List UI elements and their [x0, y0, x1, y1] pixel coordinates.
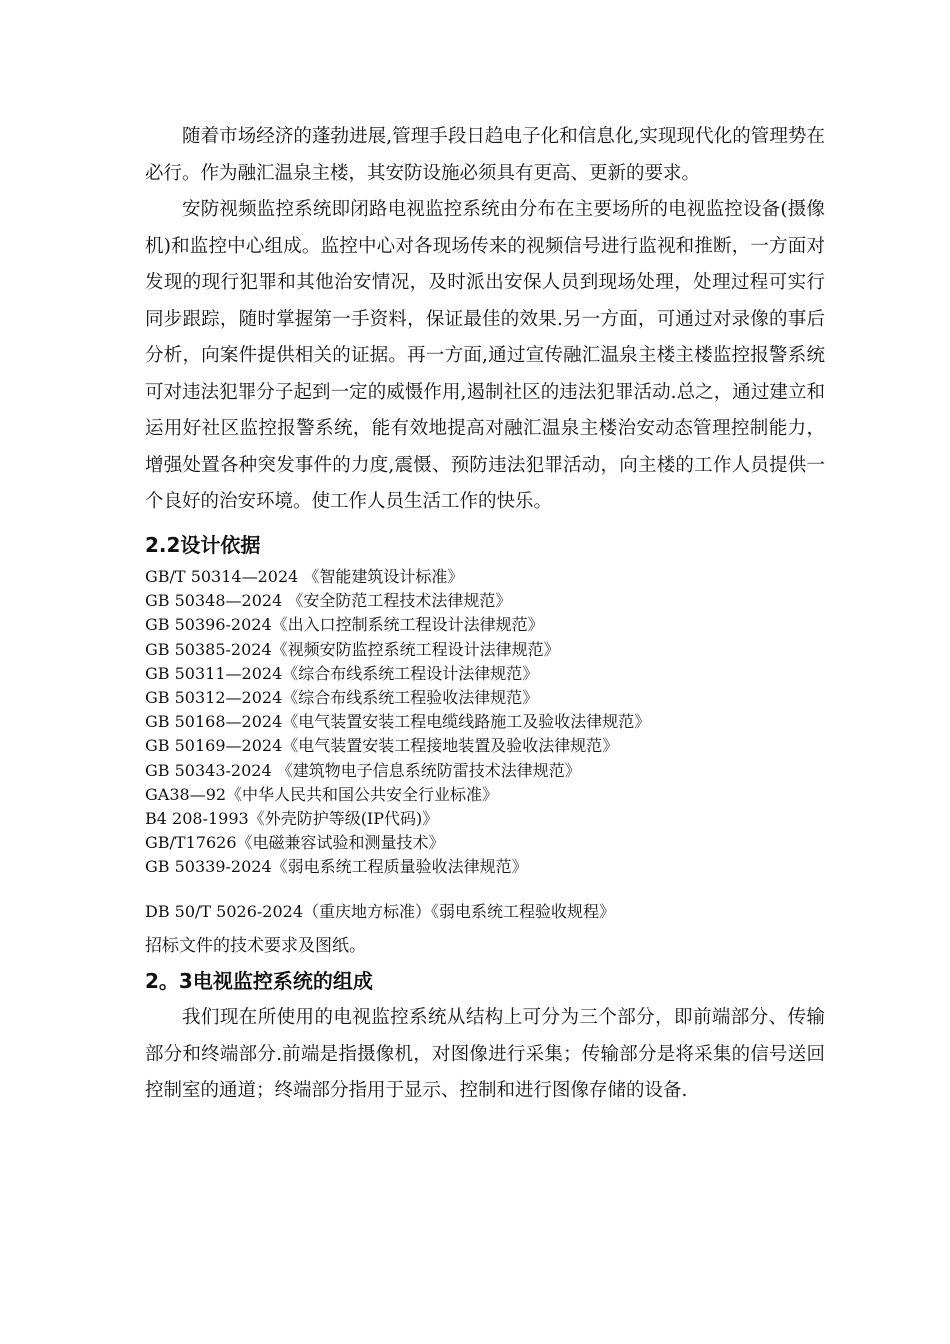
section-heading-design-basis: 2.2设计依据	[145, 533, 261, 557]
reference-item: B4 208-1993《外壳防护等级(IP代码)》	[145, 809, 439, 829]
tender-documents-note: 招标文件的技术要求及图纸。	[145, 936, 366, 956]
reference-item: GB/T17626《电磁兼容试验和测量技术》	[145, 833, 445, 853]
reference-item: GA38—92《中华人民共和国公共安全行业标准》	[145, 784, 499, 804]
reference-item: GB 50312—2024《综合布线系统工程验收法律规范》	[145, 688, 539, 708]
reference-item: GB 50311—2024《综合布线系统工程设计法律规范》	[145, 663, 539, 683]
reference-item: GB 50385-2024《视频安防监控系统工程设计法律规范》	[145, 639, 560, 659]
reference-item: GB 50396-2024《出入口控制系统工程设计法律规范》	[145, 615, 544, 635]
reference-item: GB 50339-2024《弱电系统工程质量验收法律规范》	[145, 857, 528, 877]
reference-item-local-standard: DB 50/T 5026-2024（重庆地方标准）《弱电系统工程验收规程》	[145, 902, 616, 921]
reference-item: GB 50168—2024《电气装置安装工程电缆线路施工及验收法律规范》	[145, 712, 651, 732]
reference-item: GB 50348—2024 《安全防范工程技术法律规范》	[145, 591, 512, 611]
reference-item: GB 50343-2024 《建筑物电子信息系统防雷技术法律规范》	[145, 760, 581, 780]
intro-paragraph-2: 安防视频监控系统即闭路电视监控系统由分布在主要场所的电视监控设备(摄像机)和监控中心组成。监控中心对各现场传来的视频信号进行监视和推断，一方面对发现的现行犯罪和其他治安情况，及时派出安保人员到现场处理，处理过程可实行同步跟踪，随时掌握第一手资料，保证最佳的效果.另一方面，可通过对录像的事后分析，向案件提供相关的证据。再一方面,通过宣传融汇温泉主楼主楼监控报警系统可对违法犯罪分子起到一定的威慑作用,遏制社区的违法犯罪活动.总之，通过建立和运用好社区监控报警系统，能有效地提高对融汇温泉主楼治安动态管理控制能力，增强处置各种突发事件的力度,震慑、预防违法犯罪活动，向主楼的工作人员提供一个良好的治安环境。使工作人员生活工作的快乐。	[145, 199, 825, 512]
composition-paragraph: 我们现在所使用的电视监控系统从结构上可分为三个部分，即前端部分、传输部分和终端部分.前端是指摄像机，对图像进行采集；传输部分是将采集的信号送回控制室的通道；终端部分指用于显示、控制和进行图像存储的设备.	[145, 1007, 825, 1101]
intro-paragraph-1: 随着市场经济的蓬勃进展,管理手段日趋电子化和信息化,实现现代化的管理势在必行。作为融汇温泉主楼，其安防设施必须具有更高、更新的要求。	[145, 126, 825, 184]
reference-item: GB/T 50314—2024 《智能建筑设计标准》	[145, 567, 464, 586]
reference-list	[145, 565, 650, 880]
reference-item: GB 50169—2024《电气装置安装工程接地装置及验收法律规范》	[145, 736, 619, 756]
section-heading-system-composition: 2。3电视监控系统的组成	[145, 969, 373, 993]
